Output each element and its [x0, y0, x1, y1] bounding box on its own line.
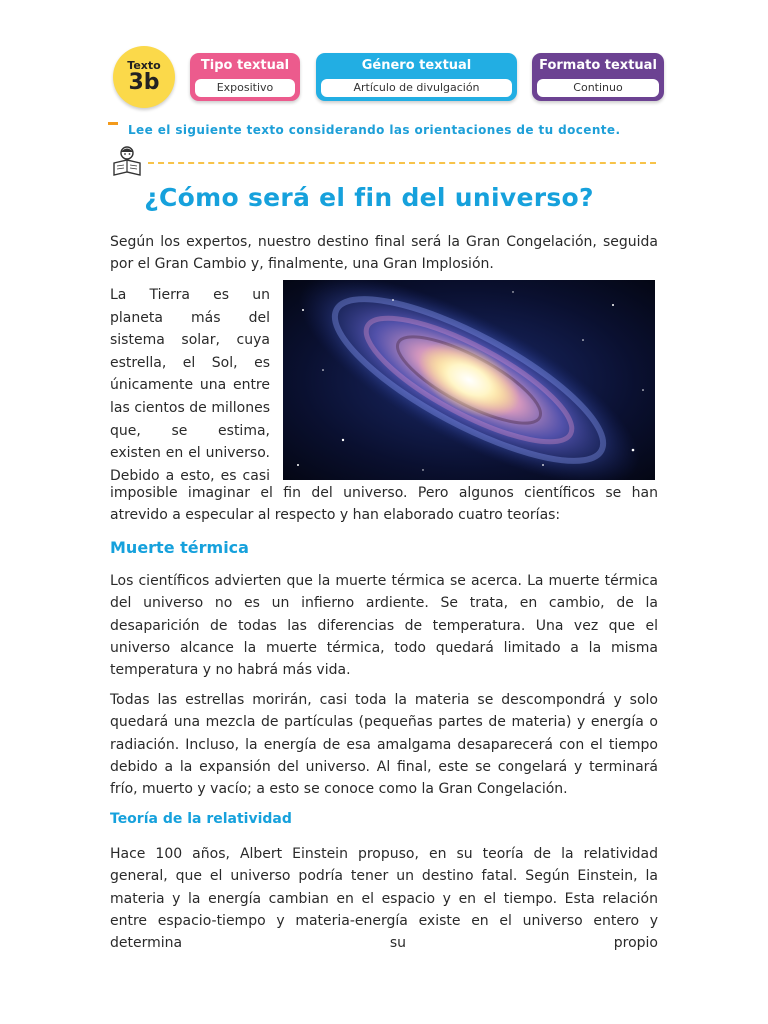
side-line: únicamente una entre [110, 377, 270, 394]
section-heading-relatividad: Teoría de la relatividad [110, 811, 292, 827]
side-line: sistema solar, cuya [110, 332, 270, 349]
texto-label: Texto [127, 59, 161, 72]
reading-child-icon [110, 145, 146, 177]
side-line: planeta más del [110, 309, 270, 326]
relatividad-paragraph-1: Hace 100 años, Albert Einstein propuso, en su teoría de la relatividad general, que el universo podría tener un destino fatal. Según Einstein, la materia y la energía cambian en el espacio y en el tiempo. Esta relación entre espacio-tiempo y materia-energía existe en el universo entero y determina su propio [110, 846, 658, 952]
side-line: La Tierra es un [110, 287, 270, 303]
tipo-textual-value: Expositivo [195, 79, 295, 97]
side-line: las cientos de millones [110, 399, 270, 416]
instruction-dash [108, 122, 118, 125]
formato-textual-tag [532, 53, 664, 101]
side-line: existen en el universo. [110, 445, 270, 462]
genero-textual-tag [316, 53, 517, 101]
section-heading-muerte-termica: Muerte térmica [110, 538, 249, 557]
tipo-textual-tag [190, 53, 300, 101]
side-line: Debido a esto, es casi [110, 467, 270, 484]
texto-badge [113, 46, 175, 108]
genero-textual-value: Artículo de divulgación [321, 79, 512, 97]
formato-textual-value: Continuo [537, 79, 659, 97]
instruction-text: Lee el siguiente texto considerando las orientaciones de tu docente. [128, 123, 621, 137]
after-image-paragraph: imposible imaginar el fin del universo. Pero algunos científicos se han atrevido a especular al respecto y han elaborado cuatro teorías: [110, 485, 658, 524]
muerte-termica-paragraph-1: Los científicos advierten que la muerte térmica se acerca. La muerte térmica del universo no es un infierno ardiente. Se trata, en cambio, de la desaparición de todas las diferencias de temperatura. Una vez que el universo alcance la muerte térmica, todo quedará limitado a la misma temperatura y no habrá más vida. [110, 573, 658, 679]
tipo-textual-title: Tipo textual [200, 58, 290, 73]
dotted-divider [148, 162, 656, 164]
article-title: ¿Cómo será el fin del universo? [144, 183, 594, 212]
side-line: que, se estima, [110, 422, 270, 439]
genero-textual-title: Género textual [361, 58, 472, 73]
side-line: estrella, el Sol, es [110, 354, 270, 371]
intro-paragraph: Según los expertos, nuestro destino final será la Gran Congelación, seguida por el Gran Cambio y, finalmente, una Gran Implosión. [110, 234, 658, 273]
texto-number: 3b [128, 70, 160, 95]
muerte-termica-paragraph-2: Todas las estrellas morirán, casi toda la materia se descompondrá y solo quedará una mezcla de partículas (pequeñas partes de materia) y energía o radiación. Incluso, la energía de esa amalgama desaparecerá con el tiempo debido a la expansión del universo. Al final, este se congelará y terminará frío, muerto y vacío; a esto se conoce como la Gran Congelación. [110, 692, 658, 798]
formato-textual-title: Formato textual [539, 58, 657, 73]
side-paragraph [110, 284, 270, 487]
spiral-galaxy-image [283, 280, 655, 480]
